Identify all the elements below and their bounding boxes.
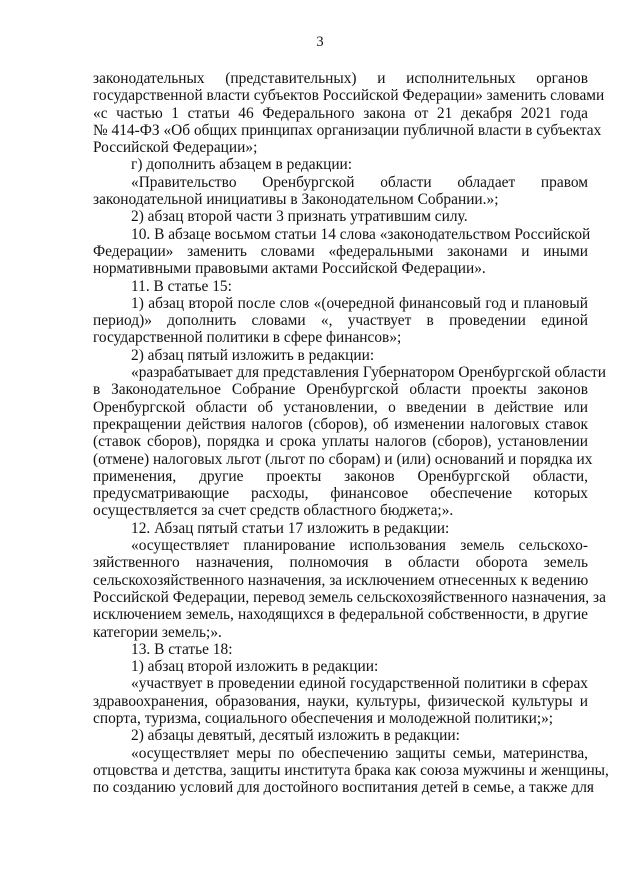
text-line: 2) абзац второй части 3 признать утратившим силу. <box>131 208 468 226</box>
text-line: «с частью 1 статьи 46 Федерального закона от 21 декабря 2021 года <box>93 104 588 122</box>
text-line: 1) абзац второй после слов «(очередной финансовый год и плановый <box>131 294 588 312</box>
document-body <box>93 70 609 797</box>
text-line: 2) абзац пятый изложить в редакции: <box>131 346 375 364</box>
page-number: 3 <box>316 34 324 50</box>
text-line: период)» дополнить словами «, участвует в проведении единой <box>93 312 588 330</box>
text-line: исключением земель, находящихся в федеральной собственности, в другие <box>93 606 588 624</box>
text-line: (отмене) налоговых льгот (льгот по сборам) и (или) оснований и порядка их <box>93 450 593 468</box>
text-line: Российской Федерации»; <box>93 139 258 157</box>
text-line: Федерации» заменить словами «федеральными законами и иными <box>93 242 588 260</box>
text-line: прекращении действия налогов (сборов), об изменении налоговых ставок <box>93 415 588 433</box>
text-line: Российской Федерации, перевод земель сельскохозяйственного назначения, за <box>93 588 606 606</box>
text-line: «разрабатывает для представления Губернатором Оренбургской области <box>131 364 606 382</box>
text-line: законодательной инициативы в Законодательном Собрании.»; <box>93 191 499 209</box>
text-line: здравоохранения, образования, науки, культуры, физической культуры и <box>93 692 588 710</box>
text-line: 11. В статье 15: <box>131 277 232 295</box>
text-line: «осуществляет меры по обеспечению защиты семьи, материнства, <box>131 744 588 762</box>
text-line: осуществляется за счет средств областного бюджета;». <box>93 502 454 520</box>
text-line: 10. В абзаце восьмом статьи 14 слова «законодательством Российской <box>131 225 591 243</box>
text-line: государственной власти субъектов Российской Федерации» заменить словами <box>93 87 605 105</box>
text-line: спорта, туризма, социального обеспечения и молодежной политики;»; <box>93 709 554 727</box>
text-line: сельскохозяйственного назначения, за исключением отнесенных к ведению <box>93 571 589 589</box>
text-line: зяйственного назначения, полномочия в области оборота земель <box>93 554 588 572</box>
text-line: «участвует в проведении единой государственной политики в сферах <box>131 675 588 693</box>
text-line: «осуществляет планирование использования земель сельскохо- <box>131 537 588 555</box>
text-line: Оренбургской области об установлении, о введении в действие или <box>93 398 588 416</box>
text-line: применения, другие проекты законов Оренбургской области, <box>93 467 588 485</box>
text-line: в Законодательное Собрание Оренбургской области проекты законов <box>93 381 588 399</box>
text-line: по созданию условий для достойного воспитания детей в семье, а также для <box>93 779 594 797</box>
text-line: 13. В статье 18: <box>131 640 233 658</box>
text-line: «Правительство Оренбургской области обладает правом <box>131 173 588 191</box>
text-line: (ставок сборов), порядка и срока уплаты налогов (сборов), установлении <box>93 433 588 451</box>
text-line: № 414-ФЗ «Об общих принципах организации публичной власти в субъектах <box>93 121 602 139</box>
text-line: нормативными правовыми актами Российской Федерации». <box>93 260 486 278</box>
text-line: 1) абзац второй изложить в редакции: <box>131 658 379 676</box>
text-line: отцовства и детства, защиты института брака как союза мужчины и женщины, <box>93 761 609 779</box>
text-line: г) дополнить абзацем в редакции: <box>131 156 353 174</box>
text-line: государственной политики в сфере финансов»; <box>93 329 402 347</box>
text-line: предусматривающие расходы, финансовое обеспечение которых <box>93 485 588 503</box>
text-line: категории земель;». <box>93 623 222 641</box>
text-line: законодательных (представительных) и исполнительных органов <box>93 70 588 87</box>
text-line: 12. Абзац пятый статьи 17 изложить в редакции: <box>131 519 450 537</box>
text-line: 2) абзацы девятый, десятый изложить в редакции: <box>131 727 460 745</box>
